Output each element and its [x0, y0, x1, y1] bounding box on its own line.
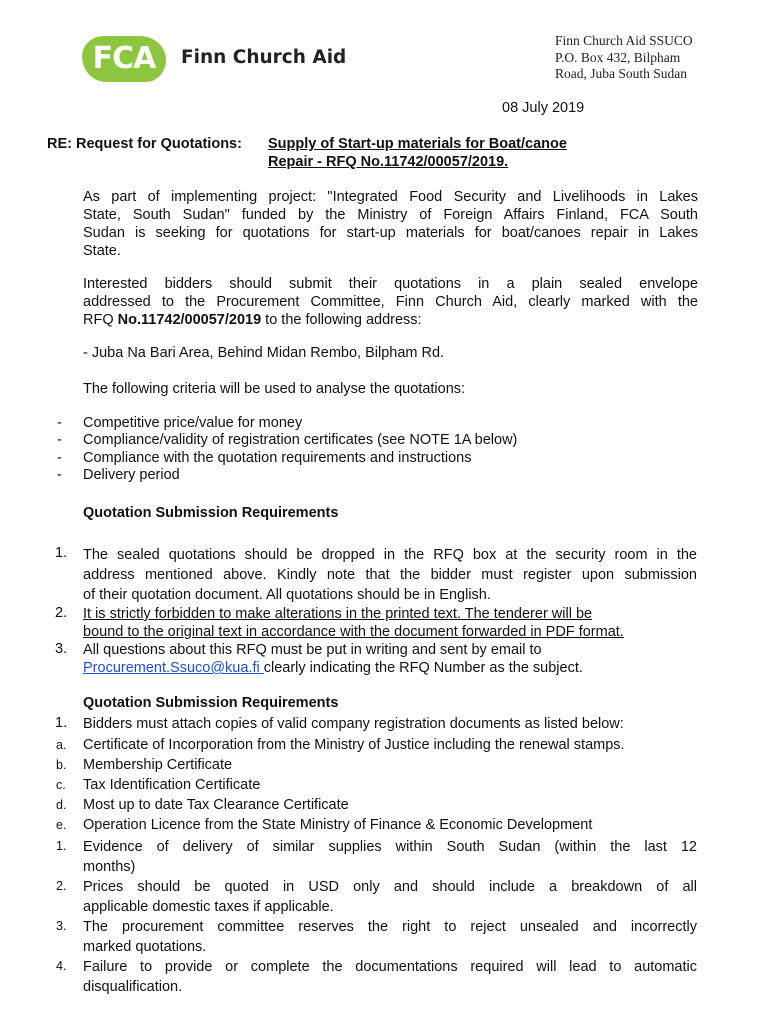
item-number: 3. [55, 641, 68, 657]
item-number: 1. [55, 715, 68, 731]
item-number: 2. [56, 879, 67, 893]
item-letter: a. [56, 738, 67, 752]
item-line: All questions about this RFQ must be put in writing and sent by email to [83, 642, 542, 658]
delivery-address: - Juba Na Bari Area, Behind Midan Rembo, Bilpham Rd. [83, 345, 445, 361]
item-letter: d. [56, 798, 67, 812]
document-item: Most up to date Tax Clearance Certificate [83, 797, 349, 813]
item-number: 4. [56, 959, 67, 973]
requirement-item [83, 641, 583, 677]
criteria-item: Compliance with the quotation requirements and instructions [83, 450, 472, 466]
address-line: Road, Juba South Sudan [555, 66, 688, 81]
subject-line: Repair - RFQ No.11742/00057/2019. [268, 154, 509, 170]
item-number: 3. [56, 919, 67, 933]
intro-paragraph [83, 188, 698, 260]
bullet-dash: - [57, 467, 62, 483]
rfq-prefix: RFQ [83, 312, 118, 328]
item-line: The procurement committee reserves the right to reject unsealed and incorrectly [83, 919, 697, 935]
document-item: Certificate of Incorporation from the Ministry of Justice including the renewal stamps. [83, 737, 625, 753]
document-item: Tax Identification Certificate [83, 777, 261, 793]
paragraph-line: As part of implementing project: "Integrated Food Security and Livelihoods in Lakes [83, 189, 698, 205]
document-item: Operation Licence from the State Ministry of Finance & Economic Development [83, 817, 593, 833]
item-line: Prices should be quoted in USD only and should include a breakdown of all [83, 879, 697, 895]
requirement-item [83, 545, 697, 605]
item-line: The sealed quotations should be dropped in the RFQ box at the security room in the [83, 547, 697, 563]
paragraph-line: State. [83, 243, 121, 259]
item-number: 1. [55, 545, 68, 561]
submission-paragraph [83, 275, 698, 329]
fca-logo [82, 36, 347, 84]
item-line: disqualification. [83, 979, 183, 995]
item-letter: b. [56, 758, 67, 772]
item-letter: c. [56, 778, 66, 792]
rfq-suffix: to the following address: [261, 312, 422, 328]
criteria-item: Competitive price/value for money [83, 415, 303, 431]
paragraph-line: State, South Sudan" funded by the Ministry of Foreign Affairs Finland, FCA South [83, 207, 698, 223]
item-line: It is strictly forbidden to make alterations in the printed text. The tenderer will be [83, 606, 593, 622]
requirement-item [83, 917, 697, 957]
rfq-number: No.11742/00057/2019 [117, 312, 262, 328]
requirement-intro: Bidders must attach copies of valid company registration documents as listed below: [83, 716, 624, 732]
paragraph-line [83, 311, 698, 329]
item-number: 2. [55, 605, 68, 621]
section-heading: Quotation Submission Requirements [83, 505, 339, 521]
item-line: bound to the original text in accordance with the document forwarded in PDF format. [83, 624, 624, 640]
requirement-item [83, 605, 624, 641]
criteria-intro: The following criteria will be used to analyse the quotations: [83, 381, 466, 397]
address-line: Finn Church Aid SSUCO [555, 33, 693, 48]
paragraph-line: Interested bidders should submit their quotations in a plain sealed envelope [83, 276, 698, 292]
logo-badge [82, 36, 166, 82]
section-heading: Quotation Submission Requirements [83, 695, 339, 711]
item-number: 1. [56, 839, 67, 853]
paragraph-line: Sudan is seeking for quotations for start-up materials for boat/canoes repair in Lakes [83, 225, 698, 241]
requirement-item [83, 837, 697, 877]
org-name: Finn Church Aid [181, 47, 347, 68]
document-item: Membership Certificate [83, 757, 233, 773]
item-line: marked quotations. [83, 939, 207, 955]
item-line: Evidence of delivery of similar supplies within South Sudan (within the last 12 [83, 839, 697, 855]
logo-text: FCA [92, 41, 156, 76]
sender-address [555, 33, 693, 83]
bullet-dash: - [57, 450, 62, 466]
address-line: P.O. Box 432, Bilpham [555, 49, 681, 65]
item-line: address mentioned above. Kindly note that the bidder must register upon submission [83, 567, 697, 583]
criteria-item: Delivery period [83, 467, 180, 483]
item-line-suffix: clearly indicating the RFQ Number as the subject. [263, 660, 583, 676]
item-line: months) [83, 859, 136, 875]
email-link[interactable]: Procurement.Ssuco@kua.fi [83, 660, 264, 676]
item-line: of their quotation document. All quotations should be in English. [83, 587, 491, 603]
item-line: applicable domestic taxes if applicable. [83, 899, 334, 915]
requirement-item [83, 877, 697, 917]
bullet-dash: - [57, 415, 62, 431]
subject-line: Supply of Start-up materials for Boat/canoe [268, 136, 567, 152]
requirement-item [83, 957, 697, 997]
bullet-dash: - [57, 432, 62, 448]
criteria-item: Compliance/validity of registration certificates (see NOTE 1A below) [83, 432, 518, 448]
re-label: RE: Request for Quotations: [47, 136, 242, 152]
paragraph-line: addressed to the Procurement Committee, Finn Church Aid, clearly marked with the [83, 294, 698, 310]
item-letter: e. [56, 818, 67, 832]
letter-date: 08 July 2019 [502, 100, 585, 116]
item-line: Failure to provide or complete the documentations required will lead to automatic [83, 959, 697, 975]
